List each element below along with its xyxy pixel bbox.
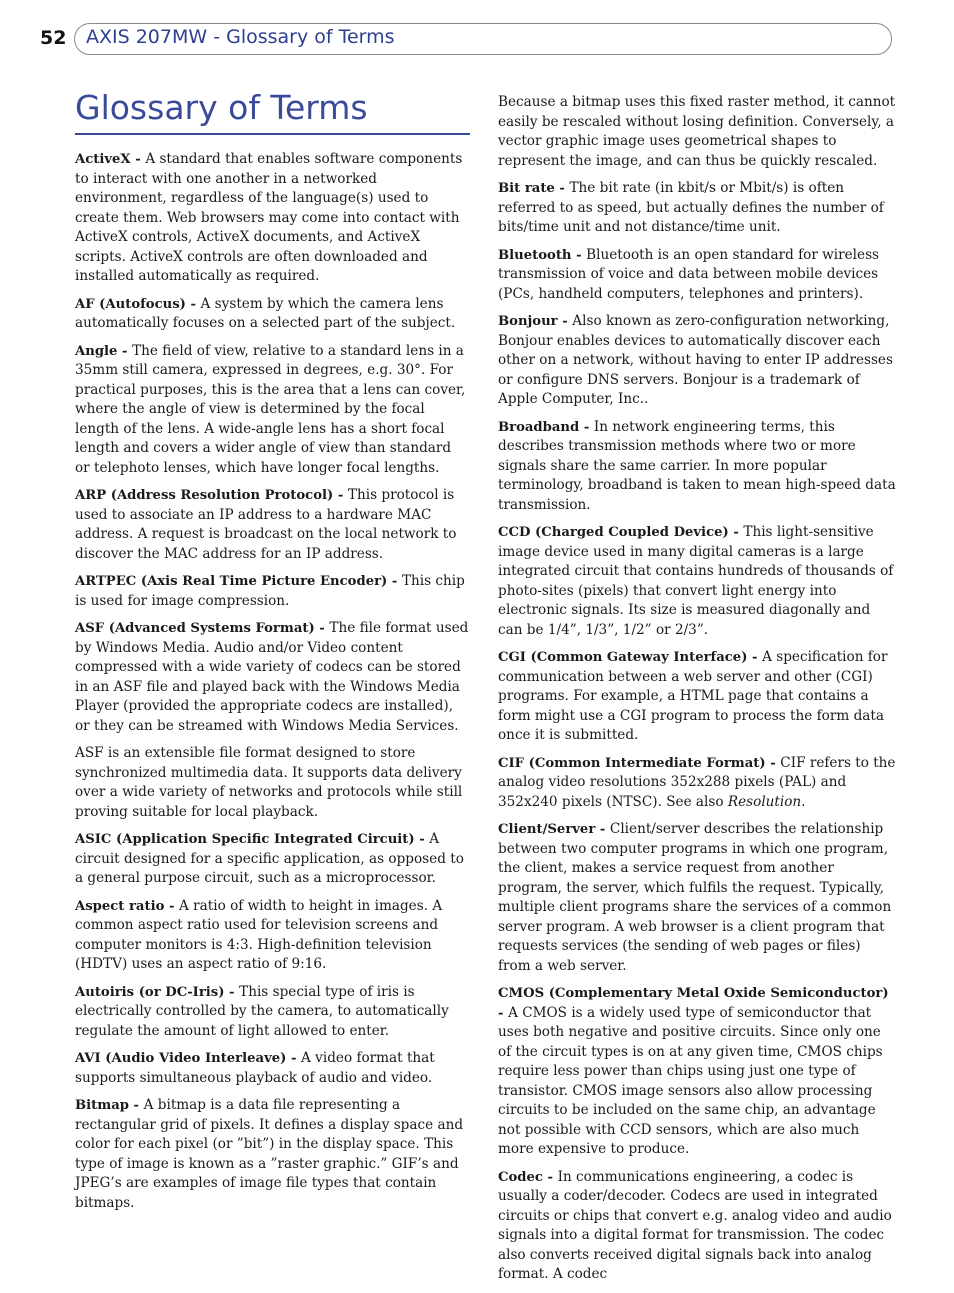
glossary-entry	[498, 312, 896, 410]
glossary-definition: ASF is an extensible file format designed to store synchronized multimedia data. It supports data delivery over a wide variety of networks and protocols while still proving suitable for local playback.	[75, 745, 463, 820]
header-title: AXIS 207MW - Glossary of Terms	[86, 26, 395, 48]
glossary-term: Codec -	[498, 1169, 558, 1185]
glossary-term: CCD (Charged Coupled Device) -	[498, 525, 744, 540]
glossary-entry	[498, 523, 896, 640]
glossary-definition: A specification for communication between a web server and other (CGI) programs. For example, a HTML page that contains a form might use a CGI program to process the form data once it is submitted.	[498, 649, 888, 743]
glossary-entry	[75, 897, 469, 975]
glossary-definition: A standard that enables software components to interact with one another in a networked environment, regardless of the language(s) used to create them. Web browsers may come into contact with ActiveX controls, ActiveX documents, and ActiveX scripts. ActiveX controls are often downloaded and installed automatically as required.	[75, 151, 463, 284]
glossary-entry	[75, 830, 469, 889]
glossary-term: ASF (Advanced Systems Format) -	[75, 621, 330, 636]
glossary-entry	[498, 93, 896, 171]
glossary-entry	[75, 295, 469, 334]
glossary-definition: In network engineering terms, this describes transmission methods where two or more signals share the same carrier. In more popular terminology, broadband is taken to mean high-speed data transmission.	[498, 418, 896, 513]
glossary-term: Broadband -	[498, 419, 594, 435]
glossary-entry	[75, 486, 469, 564]
page-title: Glossary of Terms	[75, 88, 368, 127]
page-header	[38, 22, 896, 58]
glossary-definition: The file format used by Windows Media. Audio and/or Video content compressed with a wide variety of codecs can be stored in an ASF file and played back with the Windows Media Player (provided the appropriate codecs are installed), or they can be streamed with Windows Media Services.	[75, 620, 469, 734]
glossary-entry	[75, 619, 469, 736]
glossary-term: Bit rate -	[498, 181, 570, 196]
right-column	[498, 93, 896, 1293]
page-number: 52	[40, 27, 67, 49]
glossary-entry	[498, 820, 896, 976]
glossary-definition-end: .	[801, 793, 806, 810]
glossary-entry	[498, 1168, 896, 1285]
glossary-entry	[498, 246, 896, 305]
glossary-definition: This chip is used for image compression.	[75, 573, 465, 609]
glossary-entry	[75, 744, 469, 822]
glossary-definition: The bit rate (in kbit/s or Mbit/s) is often referred to as speed, but actually defines the number of bits/time unit and not distance/time unit.	[498, 180, 884, 235]
glossary-definition: A bitmap is a data file representing a rectangular grid of pixels. It defines a display space and color for each pixel (or ”bit”) in the display space. This type of image is known as a ”raster graphic.” GIF’s and JPEG’s are examples of image file types that contain bitmaps.	[75, 1097, 464, 1211]
glossary-definition: Because a bitmap uses this fixed raster method, it cannot easily be rescaled without losing definition. Conversely, a vector graphic image uses geometrical shapes to represent the image, and can thus be quickly rescaled.	[498, 94, 896, 169]
glossary-definition: A CMOS is a widely used type of semiconductor that uses both negative and positive circuits. Since only one of the circuit types is on at any given time, CMOS chips require less power than chips using just one type of transistor. CMOS image sensors also allow processing circuits to be included on the same chip, an advantage not possible with CCD sensors, which are also much more expensive to produce.	[498, 1004, 883, 1157]
glossary-definition: This protocol is used to associate an IP address to a hardware MAC address. A request is broadcast on the local network to discover the MAC address for an IP address.	[75, 487, 457, 562]
glossary-definition: This special type of iris is electrically controlled by the camera, to automatically regulate the amount of light allowed to enter.	[75, 983, 449, 1039]
glossary-term: AF (Autofocus) -	[75, 296, 201, 312]
glossary-entry	[498, 648, 896, 746]
glossary-entry	[75, 1096, 469, 1213]
glossary-definition: Bluetooth is an open standard for wireless transmission of voice and data between mobile devices (PCs, handheld computers, telephones and printers).	[498, 246, 880, 302]
glossary-entry	[75, 150, 469, 287]
glossary-term: AVI (Audio Video Interleave) -	[75, 1051, 302, 1066]
glossary-entry	[498, 418, 896, 516]
cross-reference: Resolution	[727, 793, 802, 810]
glossary-term: Bonjour -	[498, 314, 573, 329]
glossary-entry	[498, 984, 896, 1160]
glossary-term: ASIC (Application Specific Integrated Circuit) -	[75, 832, 430, 847]
glossary-entry	[75, 983, 469, 1042]
glossary-term: ARP (Address Resolution Protocol) -	[75, 488, 348, 503]
glossary-term: Aspect ratio -	[75, 898, 180, 914]
glossary-definition: A circuit designed for a specific application, as opposed to a general purpose circuit, such as a microprocessor.	[75, 831, 464, 886]
glossary-definition: A video format that supports simultaneous playback of audio and video.	[75, 1050, 435, 1086]
glossary-term: CGI (Common Gateway Interface) -	[498, 650, 763, 665]
glossary-term: ActiveX -	[75, 152, 146, 167]
glossary-entry	[75, 572, 469, 611]
glossary-entry	[498, 754, 896, 813]
glossary-term: Bluetooth -	[498, 247, 587, 263]
left-column	[75, 150, 469, 1221]
glossary-term: CMOS (Complementary Metal Oxide Semiconductor) -	[498, 986, 889, 1021]
glossary-entry	[75, 1049, 469, 1088]
glossary-entry	[75, 342, 469, 479]
glossary-definition: CIF refers to the analog video resolutions 352x288 pixels (PAL) and 352x240 pixels (NTSC). See also	[498, 754, 896, 810]
glossary-entry	[498, 179, 896, 238]
glossary-definition: A ratio of width to height in images. A common aspect ratio used for television screens and computer monitors is 4:3. High-definition television (HDTV) uses an aspect ratio of 9:16.	[75, 897, 443, 972]
glossary-definition: A system by which the camera lens automatically focuses on a selected part of the subject.	[75, 295, 456, 331]
glossary-term: Angle -	[75, 343, 133, 359]
glossary-term: Autoiris (or DC-Iris) -	[75, 984, 240, 1000]
glossary-definition: Client/server describes the relationship between two computer programs in which one program, the client, makes a service request from another program, the server, which fulfils the request. Typically, multiple client programs share the services of a common server program. A web browser is a client program that requests services (the sending of web pages or files) from a web server.	[498, 821, 892, 974]
glossary-definition: In communications engineering, a codec is usually a coder/decoder. Codecs are used in integrated circuits or chips that convert e.g. analog video and audio signals into a digital format for transmission. The codec also converts received digital signals back into analog format. A codec	[498, 1168, 892, 1282]
glossary-term: Bitmap -	[75, 1098, 144, 1113]
glossary-definition: The field of view, relative to a standard lens in a 35mm still camera, expressed in degrees, e.g. 30°. For practical purposes, this is the area that a lens can cover, where the angle of view is determined by the focal length of the lens. A wide-angle lens has a short focal length and covers a wider angle of view than standard or telephoto lenses, which have longer focal lengths.	[75, 342, 466, 476]
glossary-definition: This light-sensitive image device used in many digital cameras is a large integrated circuit that contains hundreds of thousands of photo-sites (pixels) that convert light energy into electronic signals. Its size is measured diagonally and can be 1/4”, 1/3”, 1/2” or 2/3”.	[498, 524, 894, 638]
glossary-term: Client/Server -	[498, 822, 610, 837]
title-divider	[75, 133, 470, 135]
glossary-definition: Also known as zero-configuration networking, Bonjour enables devices to automatically discover each other on a network, without having to enter IP addresses or configure DNS servers. Bonjour is a trademark of Apple Computer, Inc..	[498, 313, 893, 407]
glossary-term: ARTPEC (Axis Real Time Picture Encoder) -	[75, 574, 402, 589]
glossary-term: CIF (Common Intermediate Format) -	[498, 755, 781, 771]
